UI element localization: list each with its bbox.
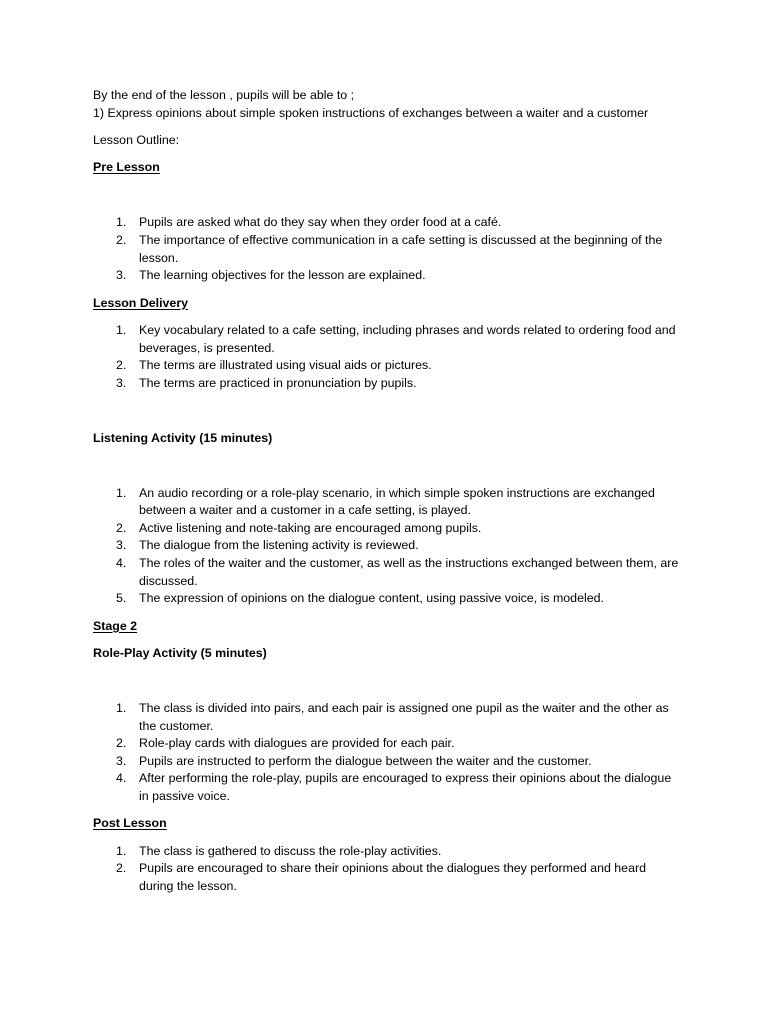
list-item — [93, 700, 683, 735]
list-number: 1. — [116, 843, 127, 858]
list-item — [93, 232, 683, 267]
list-item-text: Role-play cards with dialogues are provided for each pair. — [139, 736, 455, 751]
pre-lesson-heading: Pre Lesson — [93, 160, 160, 175]
list-item — [93, 590, 683, 608]
listening-activity-heading: Listening Activity (15 minutes) — [93, 430, 273, 445]
list-item-text: The learning objectives for the lesson are explained. — [139, 268, 426, 283]
list-number: 3. — [116, 268, 127, 283]
objectives-intro: By the end of the lesson , pupils will be able to ; — [93, 88, 355, 102]
list-number: 2. — [116, 232, 127, 247]
list-item — [93, 214, 683, 232]
list-item-text: The dialogue from the listening activity is reviewed. — [139, 538, 419, 553]
list-item — [93, 357, 683, 375]
list-item-text: The class is divided into pairs, and each pair is assigned one pupil as the waiter and the other as the customer. — [139, 701, 669, 733]
list-number: 1. — [116, 322, 127, 337]
list-item — [93, 753, 683, 771]
document-body — [93, 87, 683, 896]
list-item-text: The terms are practiced in pronunciation by pupils. — [139, 375, 417, 390]
list-number: 4. — [116, 771, 127, 786]
list-item-text: Pupils are asked what do they say when they order food at a café. — [139, 215, 502, 230]
list-item — [93, 322, 683, 357]
list-item — [93, 520, 683, 538]
list-item-text: The roles of the waiter and the customer, as well as the instructions exchanged between them, are discussed. — [139, 556, 679, 588]
list-number: 2. — [116, 736, 127, 751]
list-number: 1. — [116, 701, 127, 715]
list-item-text: An audio recording or a role-play scenario, in which simple spoken instructions are exchanged between a waiter and a customer in a cafe setting, is played. — [139, 485, 655, 518]
list-item-text: The expression of opinions on the dialogue content, using passive voice, is modeled. — [139, 591, 604, 606]
lesson-delivery-heading: Lesson Delivery — [93, 295, 189, 310]
role-play-heading: Role-Play Activity (5 minutes) — [93, 646, 267, 661]
list-number: 1. — [116, 215, 127, 230]
list-item — [93, 555, 683, 590]
list-item — [93, 735, 683, 753]
list-item-text: Pupils are encouraged to share their opinions about the dialogues they performed and heard during the lesson. — [139, 861, 646, 893]
list-item — [93, 375, 683, 393]
list-item-text: The terms are illustrated using visual aids or pictures. — [139, 358, 432, 373]
objective-1: 1) Express opinions about simple spoken instructions of exchanges between a waiter and a customer — [93, 105, 649, 120]
list-item-text: Active listening and note-taking are encouraged among pupils. — [139, 520, 482, 535]
list-number: 3. — [116, 375, 127, 390]
post-lesson-heading: Post Lesson — [93, 816, 167, 831]
post-lesson-list — [93, 843, 683, 896]
list-number: 2. — [116, 358, 127, 373]
list-item — [93, 485, 683, 520]
list-item-text: The class is gathered to discuss the role-play activities. — [139, 843, 442, 858]
listening-activity-list — [93, 485, 683, 608]
list-item — [93, 267, 683, 285]
list-number: 3. — [116, 538, 127, 553]
list-number: 1. — [116, 485, 127, 500]
list-number: 2. — [116, 520, 127, 535]
list-item — [93, 537, 683, 555]
list-number: 5. — [116, 591, 127, 606]
list-item-text: The importance of effective communication in a cafe setting is discussed at the beginning of the lesson. — [139, 232, 663, 265]
role-play-list — [93, 700, 683, 806]
list-item — [93, 860, 683, 895]
list-item-text: Key vocabulary related to a cafe setting, including phrases and words related to ordering food and beverages, is presented. — [139, 322, 676, 355]
list-item — [93, 843, 683, 861]
list-number: 4. — [116, 556, 127, 571]
list-item — [93, 770, 683, 805]
list-item-text: Pupils are instructed to perform the dialogue between the waiter and the customer. — [139, 753, 592, 768]
pre-lesson-list — [93, 214, 683, 284]
list-number: 3. — [116, 753, 127, 768]
list-item-text: After performing the role-play, pupils are encouraged to express their opinions about the dialogue in passive voice. — [139, 771, 672, 803]
list-number: 2. — [116, 861, 127, 876]
stage-2-heading: Stage 2 — [93, 618, 138, 633]
lesson-delivery-list — [93, 322, 683, 392]
lesson-outline-label: Lesson Outline: — [93, 132, 180, 147]
